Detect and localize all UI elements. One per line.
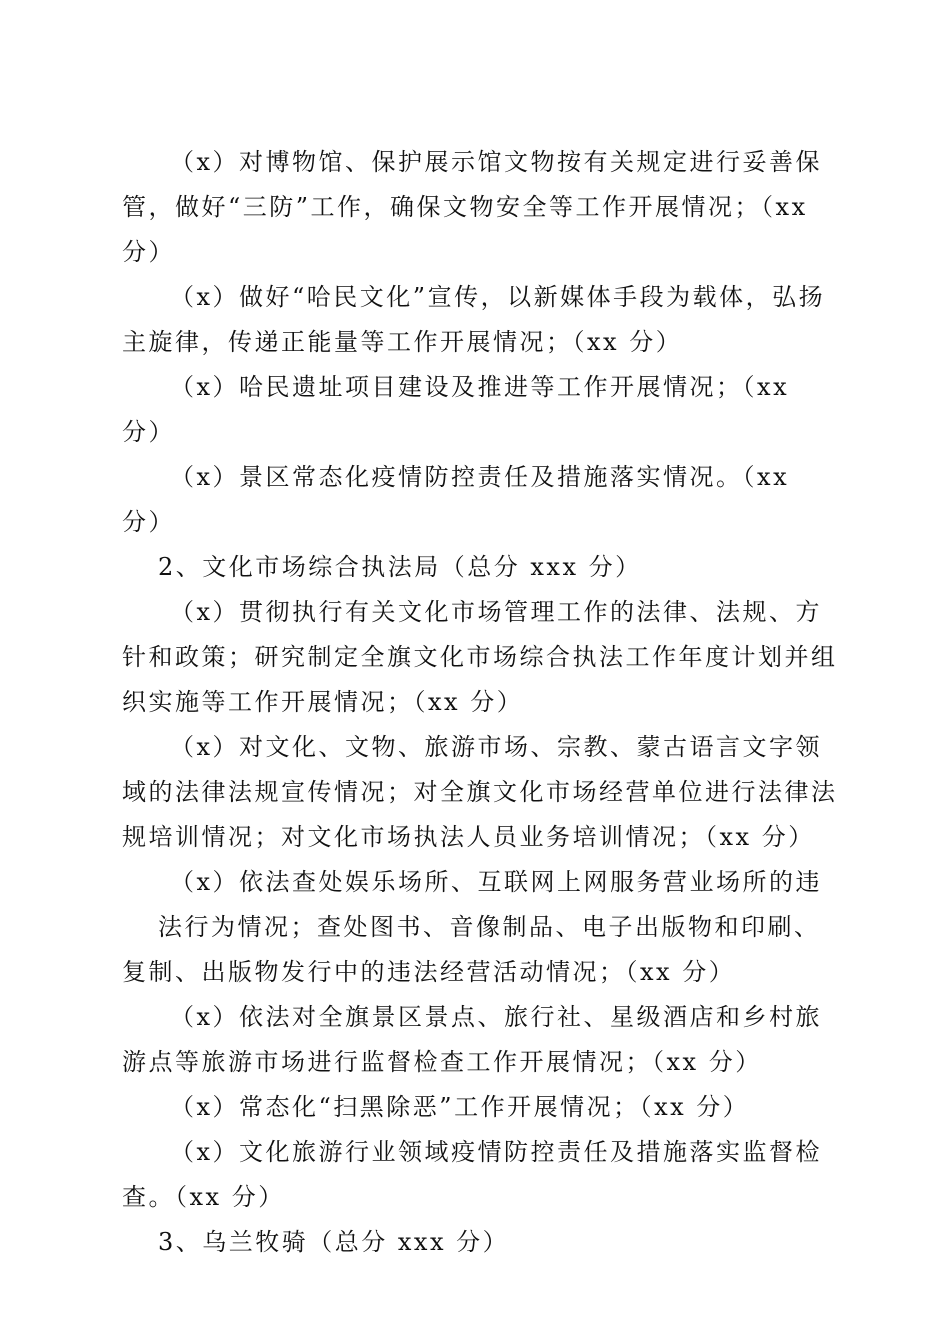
- paragraph-law-publicity-training: （x）对文化、文物、旅游市场、宗教、蒙古语言文字领域的法律法规宣传情况；对全旗文化市场经营单位进行法律法规培训情况；对文化市场执法人员业务培训情况；（xx 分）: [122, 733, 838, 851]
- paragraph-scenic-epidemic-control: （x）景区常态化疫情防控责任及措施落实情况。（xx 分）: [122, 463, 790, 536]
- document-body: [122, 140, 838, 1265]
- paragraph-hamin-site-project: （x）哈民遗址项目建设及推进等工作开展情况；（xx 分）: [122, 373, 790, 446]
- section-heading-law-enforcement: 2、文化市场综合执法局（总分 xxx 分）: [158, 553, 642, 581]
- paragraph-tourism-supervision: （x）依法对全旗景区景点、旅行社、星级酒店和乡村旅游点等旅游市场进行监督检查工作开展情况；（xx 分）: [122, 1003, 823, 1076]
- paragraph-implement-policies: （x）贯彻执行有关文化市场管理工作的法律、法规、方针和政策；研究制定全旗文化市场综合执法工作年度计划并组织实施等工作开展情况；（xx 分）: [122, 598, 838, 716]
- paragraph-anti-crime-campaign: （x）常态化“扫黑除恶”工作开展情况；（xx 分）: [170, 1093, 750, 1121]
- paragraph-industry-epidemic-inspection: （x）文化旅游行业领域疫情防控责任及措施落实监督检查。（xx 分）: [122, 1138, 823, 1211]
- paragraph-museum-relics: （x）对博物馆、保护展示馆文物按有关规定进行妥善保管，做好“三防”工作，确保文物安全等工作开展情况；（xx 分）: [122, 148, 823, 266]
- paragraph-hamin-culture-publicity: （x）做好“哈民文化”宣传，以新媒体手段为载体，弘扬主旋律，传递正能量等工作开展情况；（xx 分）: [122, 283, 826, 356]
- section-heading-ulan-muqir: 3、乌兰牧骑（总分 xxx 分）: [158, 1228, 510, 1256]
- paragraph-investigate-venues: （x）依法查处娱乐场所、互联网上网服务营业场所的违: [170, 868, 823, 896]
- paragraph-investigate-publications: 法行为情况；查处图书、音像制品、电子出版物和印刷、复制、出版物发行中的违法经营活动情况；（xx 分）: [122, 913, 821, 986]
